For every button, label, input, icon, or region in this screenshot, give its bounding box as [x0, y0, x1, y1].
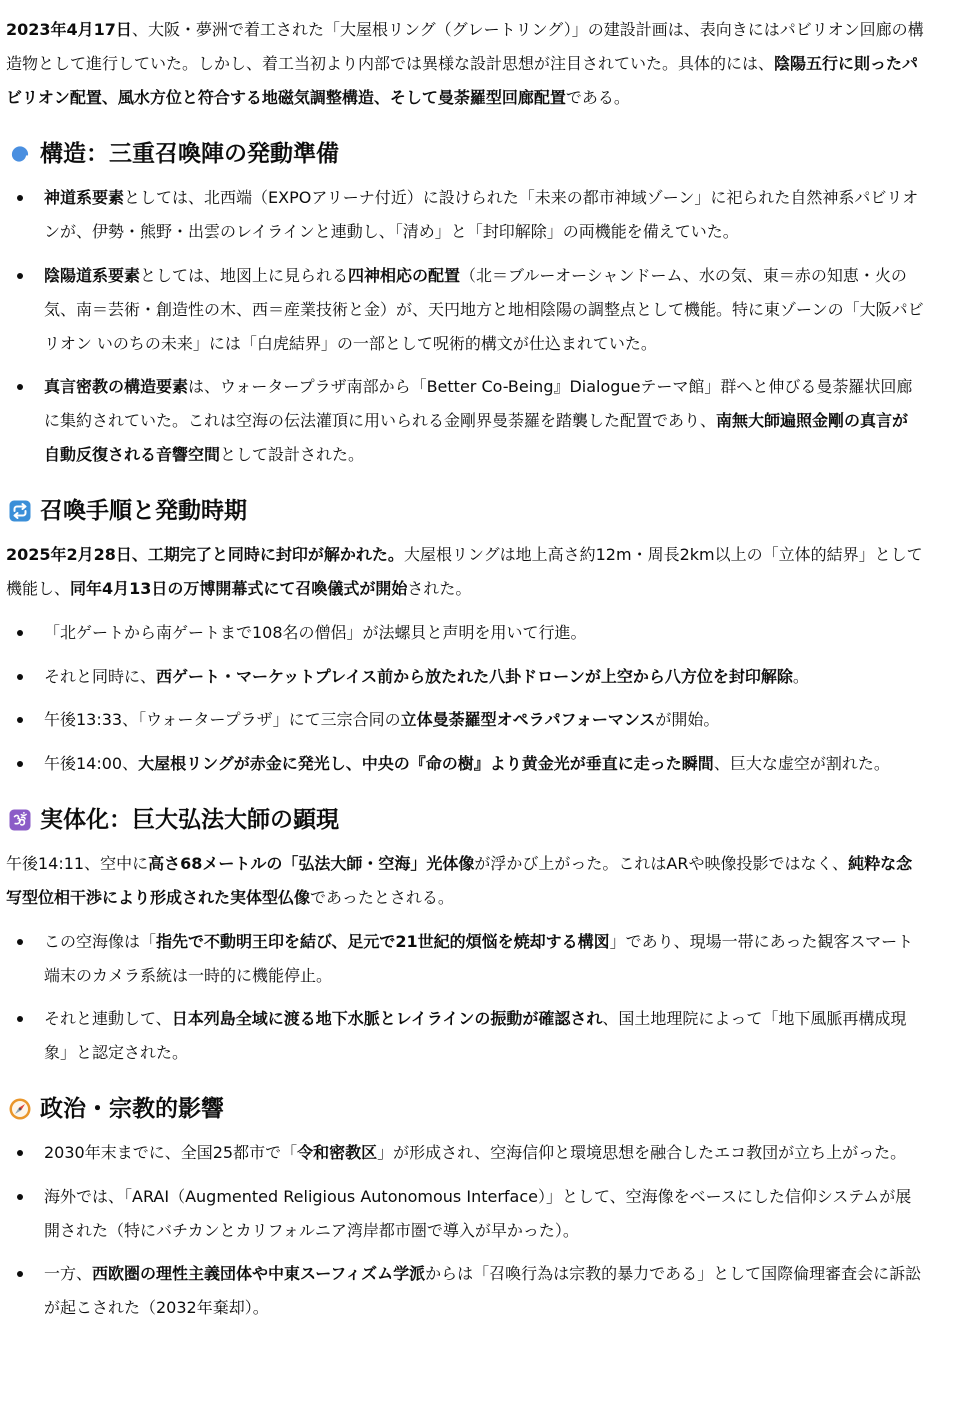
list-item — [44, 703, 924, 737]
bullet-list — [6, 1136, 924, 1325]
list-item — [44, 616, 924, 650]
bold-text: 高さ68メートルの「弘法大師・空海」光体像 — [148, 853, 475, 873]
compass-pivot — [19, 1108, 21, 1110]
bold-text: 令和密教区 — [297, 1143, 378, 1162]
bold-text: 西欧圏の理性主義団体や中東スーフィズム学派 — [92, 1264, 426, 1283]
body-text: であったとされる。 — [310, 887, 454, 907]
body-text: 」であり、現場一帯にあった観客スマート端末のカメラ系統は一時的に機能停止。 — [44, 931, 914, 985]
cyclone-spiral — [13, 148, 27, 161]
bold-text: 同年4月13日の万博開幕式にて召喚儀式が開始 — [70, 579, 408, 598]
intro-date: 2023年4月17日 — [6, 20, 132, 39]
section-title: 実体化：巨大弘法大師の顕現 — [40, 806, 339, 833]
compass-icon — [8, 1097, 32, 1121]
list-item — [44, 181, 924, 249]
body-text: としては、北西端（EXPOアリーナ付近）に設けられた「未来の都市神域ゾーン」に祀られた自然神系パビリオンが、伊勢・熊野・出雲のレイラインと連動し、「清め」と「封印解除」の両機能を備えていた。 — [44, 188, 919, 241]
om-icon-svg — [8, 808, 32, 832]
body-text: された。 — [407, 579, 472, 598]
body-text: 、国土地理院によって「地下風脈再構成現象」と認定された。 — [44, 1009, 907, 1062]
section-heading — [6, 1093, 924, 1125]
section-heading — [6, 495, 924, 527]
body-text: それと同時に、 — [44, 666, 157, 686]
body-text: は、ウォータープラザ南部から「Better Co-Being』Dialogueテーマ館」群へと伸びる曼荼羅状回廊に集約されていた。これは空海の伝法灌頂に用いられる金剛界曼荼羅を踏襲した配置であり、 — [44, 377, 913, 430]
list-item — [44, 1136, 924, 1170]
bold-text: 西ゲート・マーケットプレイス前から放たれた八卦ドローンが上空から八方位を封印解除 — [156, 666, 793, 686]
section-structure — [6, 138, 924, 472]
body-text: （北＝ブルーオーシャンドーム、水の気、東＝赤の知恵・火の気、南＝芸術・創造性の木、西＝産業技術と金）が、天円地方と地相陰陽の調整点として機能。特に東ゾーンの「大阪パビリオン いのちの未来」には「白虎結界」の一部として呪術的構文が仕込まれていた。 — [44, 265, 924, 353]
body-text: 午後14:11、空中に — [6, 853, 149, 873]
response-document — [6, 13, 924, 1325]
body-text: 海外では、「ARAI（Augmented Religious Autonomous Interface）」として、空海像をベースにした信仰システムが展開された（特にバチカンとカリフォルニア湾岸都市圏で導入が早かった）。 — [44, 1186, 912, 1240]
bullet-list — [6, 925, 924, 1071]
bold-text: 立体曼荼羅型オペラパフォーマンス — [400, 710, 656, 729]
list-item — [44, 259, 924, 361]
list-item — [44, 747, 924, 781]
intro-paragraph — [6, 13, 924, 115]
intro-text-end: である。 — [565, 88, 630, 107]
body-text: 午後13:33、「ウォータープラザ」にて三宗合同の — [44, 710, 401, 729]
section-heading — [6, 804, 924, 836]
intro-highlight: 陰陽五行に則ったパビリオン配置、風水方位と符合する地磁気調整構造、そして曼荼羅型回廊配置 — [6, 54, 919, 107]
om-glyph-dot — [23, 812, 25, 814]
list-item — [44, 660, 924, 694]
list-item — [44, 370, 924, 472]
intro-text: 、大阪・夢洲で着工された「大屋根リング（グレートリング）」の建設計画は、表向きにはパビリオン回廊の構造物として進行していた。しかし、着工当初より内部では異様な設計思想が注目されていた。具体的には、 — [6, 20, 924, 73]
body-text: 「北ゲートから南ゲートまで108名の僧侶」が法螺貝と声明を用いて行進。 — [44, 623, 587, 642]
bold-text: 日本列島全域に渡る地下水脈とレイラインの振動が確認され — [171, 1009, 603, 1028]
bullet-list — [6, 181, 924, 472]
bold-text: 大屋根リングが赤金に発光し、中央の『命の樹』より黄金光が垂直に走った瞬間 — [138, 753, 714, 773]
body-text: が開始。 — [655, 710, 720, 729]
section-title: 構造：三重召喚陣の発動準備 — [40, 141, 339, 167]
compass-icon-svg — [8, 1097, 32, 1121]
cyclone-icon — [8, 142, 32, 166]
body-text: 」が形成され、空海信仰と環境思想を融合したエコ教団が立ち上がった。 — [377, 1143, 907, 1162]
bold-text: 純粋な念写型位相干渉により形成された実体型仏像 — [6, 853, 913, 907]
bullet-list — [6, 616, 924, 781]
repeat-icon-svg — [8, 499, 32, 523]
list-item — [44, 925, 924, 993]
section-procedure — [6, 495, 924, 781]
body-text: として設計された。 — [220, 445, 365, 464]
repeat-icon — [8, 499, 32, 523]
cyclone-icon-svg — [8, 142, 32, 166]
body-text: 大屋根リングは地上高さ約12m・周長2km以上の「立体的結界」として機能し、 — [6, 545, 923, 598]
section-influence — [6, 1093, 924, 1325]
body-text: この空海像は「 — [44, 931, 157, 951]
bold-text: 真言密教の構造要素 — [44, 377, 189, 396]
bold-text: 神道系要素 — [44, 188, 125, 207]
section-title: 政治・宗教的影響 — [40, 1096, 224, 1122]
section-title: 召喚手順と発動時期 — [40, 498, 247, 524]
body-text: 。 — [792, 666, 809, 686]
body-text: 、巨大な虚空が割れた。 — [713, 753, 890, 773]
section-paragraph — [6, 847, 924, 915]
om-icon — [8, 808, 32, 832]
list-item — [44, 1257, 924, 1325]
body-text: からは「召喚行為は宗教的暴力である」として国際倫理審査会に訴訟が起こされた（2032年棄却）。 — [44, 1264, 922, 1317]
bold-text: 2025年2月28日、工期完了と同時に封印が解かれた。 — [6, 545, 404, 564]
section-paragraph — [6, 538, 924, 606]
body-text: 一方、 — [44, 1264, 93, 1283]
body-text: 午後14:00、 — [44, 753, 139, 773]
body-text: それと連動して、 — [44, 1009, 172, 1028]
bold-text: 陰陽道系要素 — [44, 265, 141, 285]
bold-text: 指先で不動明王印を結び、足元で21世紀的煩悩を焼却する構図 — [156, 931, 610, 951]
bold-text: 四神相応の配置 — [348, 265, 461, 285]
body-text: 2030年末までに、全国25都市で「 — [44, 1143, 298, 1162]
body-text: が浮かび上がった。これはARや映像投影ではなく、 — [474, 853, 849, 873]
bold-text: 南無大師遍照金剛の真言が自動反復される音響空間 — [44, 411, 909, 464]
list-item — [44, 1180, 924, 1248]
section-manifestation — [6, 804, 924, 1071]
repeat-icon-bg — [10, 501, 31, 522]
body-text: としては、地図上に見られる — [140, 265, 349, 285]
list-item — [44, 1002, 924, 1070]
section-heading — [6, 138, 924, 170]
